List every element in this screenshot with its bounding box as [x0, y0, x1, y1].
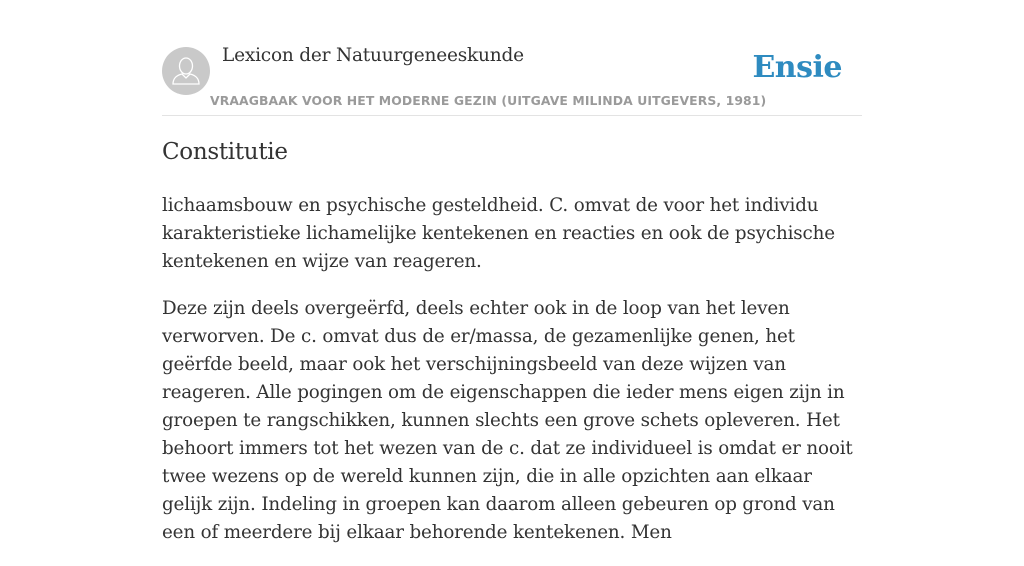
entry-title: Constitutie — [162, 139, 288, 165]
entry-paragraph: lichaamsbouw en psychische gesteldheid. C. omvat de voor het individu karakteristieke lichamelijke kentekenen en reacties en ook de psychische kentekenen en wijze van reageren. — [162, 195, 835, 272]
brand-logo[interactable]: Ensie — [752, 50, 842, 85]
page-header — [162, 0, 862, 116]
avatar[interactable] — [162, 47, 210, 95]
user-silhouette-icon — [162, 47, 210, 95]
entry-paragraph: Deze zijn deels overgeërfd, deels echter ook in de loop van het leven verworven. De c. omvat dus de er/massa, de gezamenlijke genen, het geërfde beeld, maar ook het verschijningsbeeld van deze wijzen van reageren. Alle pogingen om de eigenschappen die ieder mens eigen zijn in groepen te rangschikken, kunnen slechts een grove schets opleveren. Het behoort immers tot het wezen van de c. dat ze individueel is omdat er nooit twee wezens op de wereld kunnen zijn, die in alle opzichten aan elkaar gelijk zijn. Indeling in groepen kan daarom alleen gebeuren op grond van een of meerdere bij elkaar behorende kentekenen. Men — [162, 298, 853, 543]
entry-content — [162, 192, 867, 566]
book-title[interactable]: Lexicon der Natuurgeneeskunde — [222, 45, 524, 66]
book-subtitle: VRAAGBAAK VOOR HET MODERNE GEZIN (UITGAVE MILINDA UITGEVERS, 1981) — [210, 93, 767, 108]
